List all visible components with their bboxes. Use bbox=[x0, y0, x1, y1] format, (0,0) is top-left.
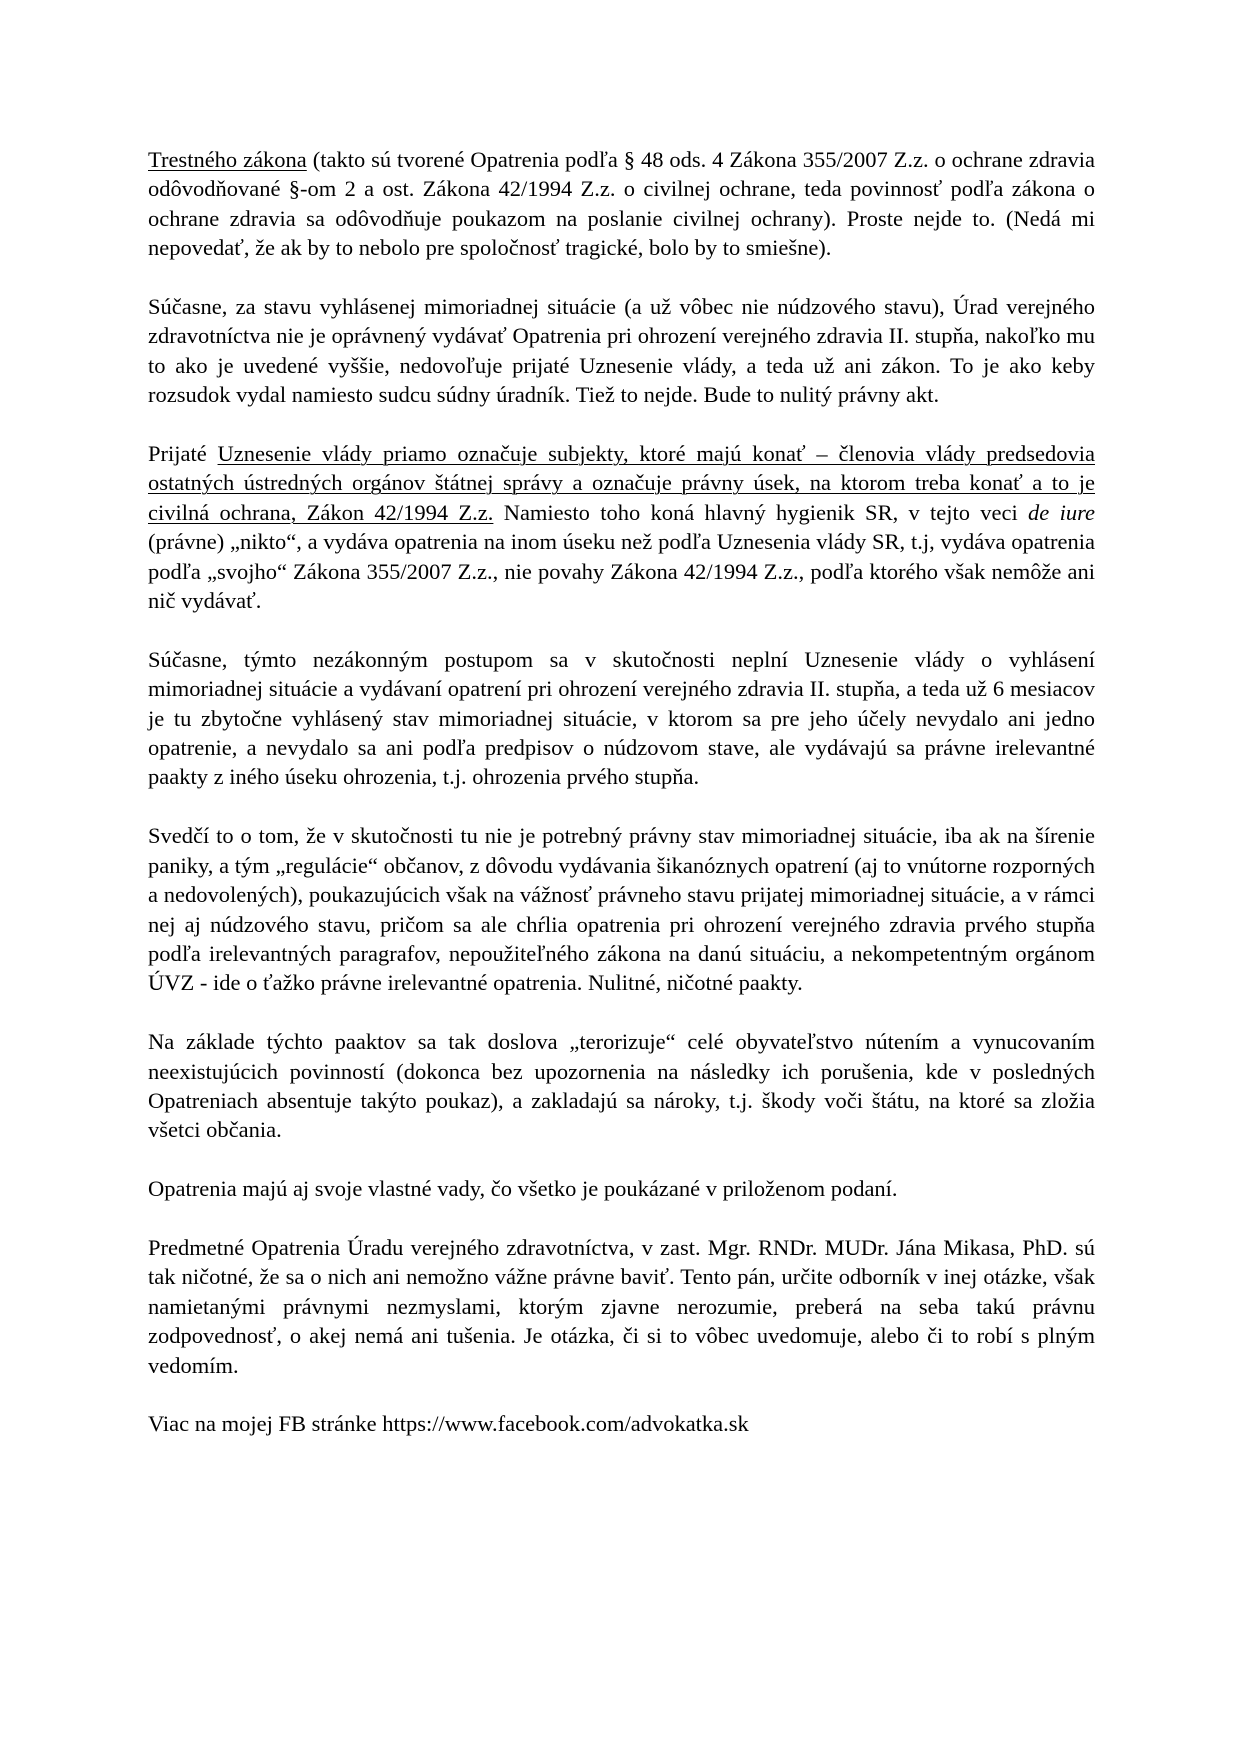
paragraph-8 bbox=[148, 1233, 1095, 1380]
paragraph-4-text: Súčasne, týmto nezákonným postupom sa v skutočnosti neplní Uznesenie vlády o vyhlásení mimoriadnej situácie a vydávaní opatrení pri ohrození verejného zdravia II. stupňa, a teda už 6 mesiacov je tu zbytočne vyhlásený stav mimoriadnej situácie, v ktorom sa pre jeho účely nevydalo ani jedno opatrenie, a nevydalo sa ani podľa predpisov o núdzovom stave, ale vydávajú sa právne irelevantné paakty z iného úseku ohrozenia, t.j. ohrozenia prvého stupňa. bbox=[148, 646, 1095, 790]
paragraph-6 bbox=[148, 1027, 1095, 1145]
paragraph-3 bbox=[148, 439, 1095, 615]
paragraph-5-text: Svedčí to o tom, že v skutočnosti tu nie je potrebný právny stav mimoriadnej situácie, iba ak na šírenie paniky, a tým „regulácie“ občanov, z dôvodu vydávania šikanóznych opatrení (aj to vnútorne rozporných a nedovolených), poukazujúcich však na vážnosť právneho stavu prijatej mimoriadnej situácie, a v rámci nej aj núdzového stavu, pričom sa ale chŕlia opatrenia pri ohrození verejného zdravia prvého stupňa podľa irelevantných paragrafov, nepoužiteľného zákona na danú situáciu, a nekompetentným orgánom ÚVZ - ide o ťažko právne irelevantné opatrenia. Nulitné, ničotné paakty. bbox=[148, 823, 1095, 996]
paragraph-3-lead: Prijaté bbox=[148, 441, 218, 467]
paragraph-3-tail: (právne) „nikto“, a vydáva opatrenia na inom úseku než podľa Uznesenia vlády SR, t.j, vydáva opatrenia podľa „svojho“ Zákona 355/2007 Z.z., nie povahy Zákona 42/1994 Z.z., podľa ktorého však nemôže ani nič vydávať. bbox=[148, 529, 1095, 614]
trestny-zakon-link[interactable]: Trestného zákona bbox=[148, 147, 307, 172]
paragraph-3-italic: de iure bbox=[1028, 499, 1095, 525]
paragraph-9 bbox=[148, 1409, 1095, 1438]
document-page bbox=[148, 145, 1095, 1468]
paragraph-3-underlined-text: Uznesenie vlády priamo označuje subjekty, ktoré majú konať – členovia vlády predsedovia ostatných ústredných orgánov štátnej správy a označuje právny úsek, na ktorom treba konať a to je civilná ochrana, Zákon 42/1994 Z.z. bbox=[148, 441, 1095, 525]
paragraph-3-mid: Namiesto toho koná hlavný hygienik SR, v tejto veci bbox=[493, 499, 1029, 525]
paragraph-2-text: Súčasne, za stavu vyhlásenej mimoriadnej situácie (a už vôbec nie núdzového stavu), Úrad verejného zdravotníctva nie je oprávnený vydávať Opatrenia pri ohrození verejného zdravia II. stupňa, nakoľko mu to ako je uvedené vyššie, nedovoľuje prijaté Uznesenie vlády, a teda už ani zákon. To je ako keby rozsudok vydal namiesto sudcu súdny úradník. Tiež to nejde. Bude to nulitý právny akt. bbox=[148, 294, 1095, 408]
paragraph-7 bbox=[148, 1174, 1095, 1203]
paragraph-5 bbox=[148, 821, 1095, 997]
paragraph-7-text: Opatrenia majú aj svoje vlastné vady, čo všetko je poukázané v priloženom podaní. bbox=[148, 1176, 898, 1202]
facebook-link-text[interactable]: Viac na mojej FB stránke https://www.facebook.com/advokatka.sk bbox=[148, 1411, 749, 1437]
paragraph-4 bbox=[148, 645, 1095, 792]
paragraph-2 bbox=[148, 292, 1095, 410]
paragraph-1-text: (takto sú tvorené Opatrenia podľa § 48 ods. 4 Zákona 355/2007 Z.z. o ochrane zdravia odôvodňované §-om 2 a ost. Zákona 42/1994 Z.z. o civilnej ochrane, teda povinnosť podľa zákona o ochrane zdravia sa odôvodňuje poukazom na poslanie civilnej ochrany). Proste nejde to. (Nedá mi nepovedať, že ak by to nebolo pre spoločnosť tragické, bolo by to smiešne). bbox=[148, 147, 1095, 261]
paragraph-6-text: Na základe týchto paaktov sa tak doslova „terorizuje“ celé obyvateľstvo nútením a vynucovaním neexistujúcich povinností (dokonca bez upozornenia na následky ich porušenia, kde v posledných Opatreniach absentuje takýto poukaz), a zakladajú sa nároky, t.j. škody voči štátu, na ktoré sa zložia všetci občania. bbox=[148, 1029, 1095, 1143]
paragraph-8-text: Predmetné Opatrenia Úradu verejného zdravotníctva, v zast. Mgr. RNDr. MUDr. Jána Mikasa, PhD. sú tak ničotné, že sa o nich ani nemožno vážne právne baviť. Tento pán, určite odborník v inej otázke, však namietanými právnymi nezmyslami, ktorým zjavne nerozumie, preberá na seba takú právnu zodpovednosť, o akej nemá ani tušenia. Je otázka, či si to vôbec uvedomuje, alebo či to robí s plným vedomím. bbox=[148, 1234, 1095, 1378]
paragraph-1 bbox=[148, 145, 1095, 263]
